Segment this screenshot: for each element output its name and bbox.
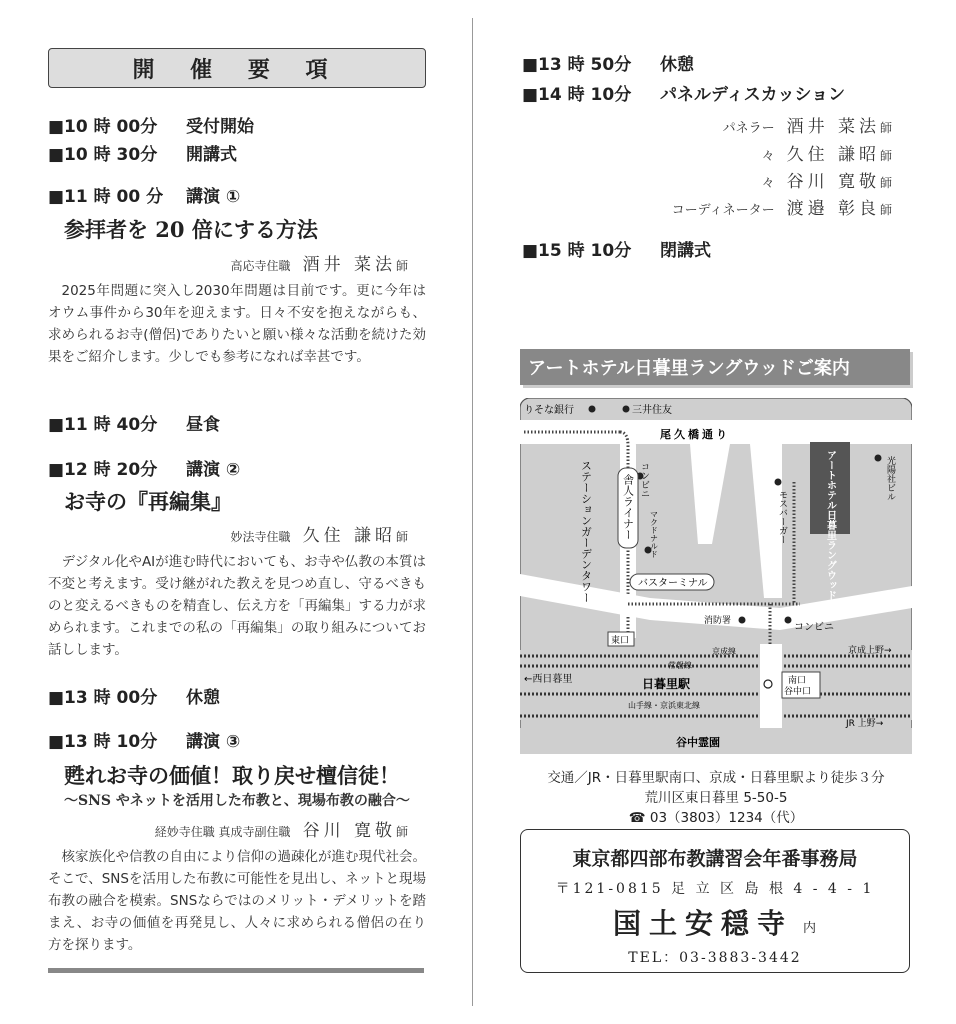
access-address: 荒川区東日暮里 5-50-5 [644, 790, 788, 806]
schedule-row-reception: ■10 時 00分 受付開始 [48, 117, 254, 137]
schedule-row-break2: ■13 時 50分 休憩 [522, 55, 694, 75]
label-street: 尾久橋通り [660, 428, 730, 441]
lecture1-speaker: 高応寺住職 酒井 菜法師 [230, 255, 408, 275]
lecture2-title: お寺の『再編集』 [64, 489, 232, 514]
office-box [520, 829, 910, 973]
label-convenience-top: コンビニ [639, 462, 649, 498]
column-divider [472, 18, 473, 1006]
label-east-exit: 東口 [611, 636, 630, 646]
label-yamanote: 山手線・京浜東北線 [628, 701, 700, 710]
office-tel: TEL：03-3883-3442 [628, 950, 802, 966]
lecture3-title: 甦れお寺の価値！取り戻せ檀信徒！ [64, 763, 400, 788]
access-phone: ☎ 03（3803）1234（代） [628, 810, 804, 826]
office-address: 〒121-0815 足 立 区 島 根 4 - 4 - 1 [555, 881, 875, 897]
label-jr-ueno: JR 上野→ [846, 719, 884, 729]
label-keisei-line: 京成線 [712, 647, 736, 656]
panel-coordinator: コーディネーター 渡邉 彰良師 [671, 199, 892, 219]
lecture1-body: 2025年問題に突入し2030年問題は目前です。更に今年はオウム事件から30年を迎えます。日々不安を抱えながらも、求められるお寺(僧侶)でありたいと願い様々な活動を続けた効果をご紹介します。少しでも参考になれば幸甚です。 [48, 283, 426, 365]
label-cemetery: 谷中霊園 [676, 736, 720, 749]
schedule-row-lecture2: ■12 時 20分 講演 ② [48, 460, 241, 480]
label-convenience-bottom: コンビニ [794, 622, 834, 633]
label-mcdonalds: マクドナルド [649, 510, 659, 558]
label-mos: モスバーガー [777, 490, 787, 544]
access-directions: 交通／JR・日暮里駅南口、京成・日暮里駅より徒歩３分 [547, 770, 885, 786]
office-temple: 国土安穏寺 [613, 907, 794, 940]
label-bus-terminal: バスターミナル [638, 578, 708, 589]
label-koyo: 光陽社ビル [885, 456, 895, 501]
panel-member-1: パネラー 酒井 菜法師 [722, 117, 892, 137]
railway-area [520, 650, 912, 720]
label-garden-tower: ステーションガーデンタワー [579, 460, 593, 603]
label-liner: 舎人ライナー [621, 474, 635, 540]
label-nishi-nippori: ←西日暮里 [524, 674, 573, 685]
label-keisei-ueno: 京成上野→ [848, 646, 892, 656]
label-joban: 常磐線 [668, 661, 692, 670]
schedule-row-lecture1: ■11 時 00 分 講演 ① [48, 187, 241, 207]
label-fire-station: 消防署 [704, 616, 732, 626]
panel-member-2: 々 久住 謙昭師 [761, 145, 892, 165]
panel-member-3: 々 谷川 寛敬師 [761, 172, 892, 192]
schedule-row-panel: ■14 時 10分 パネルディスカッション [522, 85, 846, 105]
schedule-row-lecture3: ■13 時 10分 講演 ③ [48, 732, 241, 752]
dot-fire-station [739, 617, 746, 624]
office-name: 東京都四部布教講習会年番事務局 [572, 848, 858, 870]
label-yanaka-exit: 谷中口 [784, 687, 812, 697]
schedule-row-opening: ■10 時 30分 開講式 [48, 145, 237, 165]
bottom-rule [48, 968, 424, 973]
access-map [520, 398, 912, 754]
office-suffix: 内 [803, 921, 817, 936]
hotel-guide-banner: アートホテル日暮里ラングウッドご案内 [520, 349, 910, 385]
label-nippori-station: 日暮里駅 [642, 677, 691, 691]
lecture2-speaker: 妙法寺住職 久住 謙昭師 [230, 526, 408, 546]
dot-mitsui [623, 406, 630, 413]
lecture1-title: 参拝者を 20 倍にする方法 [64, 217, 318, 242]
page-title: 開 催 要 項 [48, 48, 426, 88]
dot-south-exit [764, 680, 772, 688]
label-mitsui: 三井住友 [632, 405, 672, 416]
dot-koyo [875, 455, 882, 462]
schedule-row-lunch: ■11 時 40分 昼食 [48, 415, 220, 435]
lecture3-speaker: 経妙寺住職 真成寺副住職 谷川 寛敬師 [154, 821, 408, 841]
dot-convenience-bottom [785, 617, 792, 624]
schedule-row-break1: ■13 時 00分 休憩 [48, 688, 220, 708]
dot-resona [589, 406, 596, 413]
lecture2-body: デジタル化やAIが進む時代においても、お寺や仏教の本質は不変と考えます。受け継がれた教えを見つめ直し、守るべきものと変えるべきものを精査し、伝え方を「再編集」する力が求められます。これまでの私の「再編集」の取り組みについてお話しします。 [48, 554, 426, 658]
label-hotel: アートホテル日暮里ラングウッド [824, 450, 836, 600]
lecture3-subtitle: ～SNS やネットを活用した布教と、現場布教の融合～ [64, 793, 410, 809]
label-resona: りそな銀行 [524, 405, 574, 416]
dot-mos [775, 479, 782, 486]
label-south-exit: 南口 [788, 676, 807, 686]
lecture3-body: 核家族化や信教の自由により信仰の過疎化が進む現代社会。そこで、SNSを活用した布教に可能性を見出し、ネットと現場布教の融合を模索。SNSならではのメリット・デメリットを踏まえ、お寺の価値を再発見し、人々に求められる僧侶の在り方を探ります。 [48, 849, 426, 953]
schedule-row-closing: ■15 時 10分 閉講式 [522, 241, 711, 261]
